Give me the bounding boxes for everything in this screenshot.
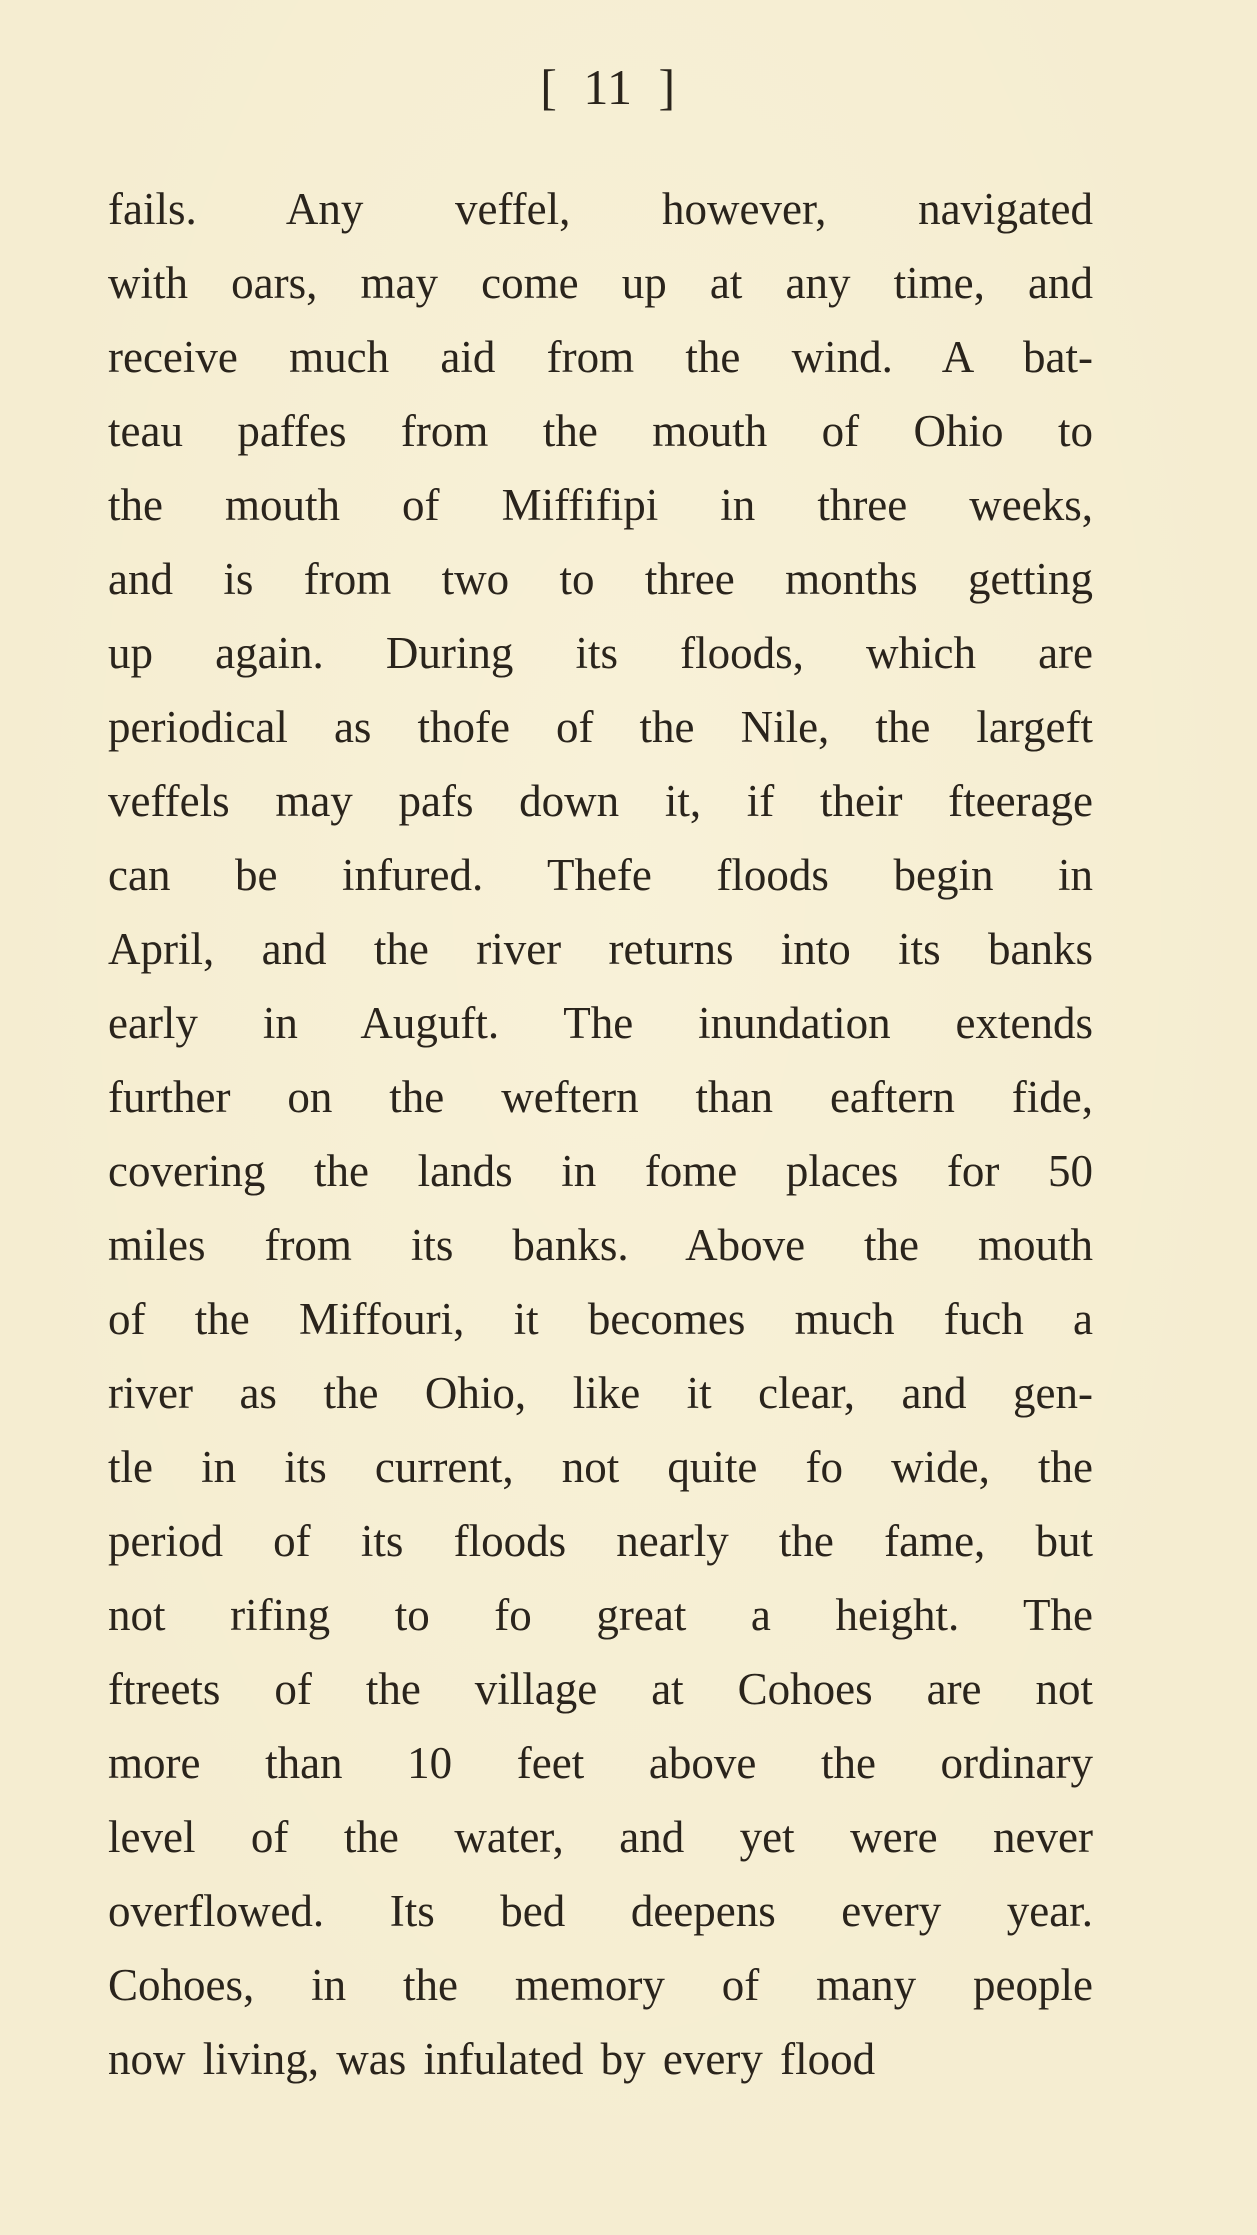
text-line: April, and the river returns into its banks — [108, 924, 1093, 974]
text-line: covering the lands in fome places for 50 — [108, 1146, 1093, 1196]
text-line: ftreets of the village at Cohoes are not — [108, 1664, 1093, 1714]
text-line: early in Auguft. The inundation extends — [108, 998, 1093, 1048]
text-line: overflowed. Its bed deepens every year. — [108, 1886, 1093, 1936]
text-line: teau paffes from the mouth of Ohio to — [108, 406, 1093, 456]
text-line: further on the weftern than eaftern fide, — [108, 1072, 1093, 1122]
text-line: can be infured. Thefe floods begin in — [108, 850, 1093, 900]
text-line: river as the Ohio, like it clear, and gen- — [108, 1368, 1093, 1418]
body-text — [108, 172, 1093, 2096]
text-line: period of its floods nearly the fame, but — [108, 1516, 1093, 1566]
text-line: the mouth of Miffifipi in three weeks, — [108, 480, 1093, 530]
text-line: veffels may pafs down it, if their fteerage — [108, 776, 1093, 826]
text-line: up again. During its floods, which are — [108, 628, 1093, 678]
text-line: tle in its current, not quite fo wide, the — [108, 1442, 1093, 1492]
text-line: more than 10 feet above the ordinary — [108, 1738, 1093, 1788]
page-number: [ 11 ] — [540, 59, 676, 115]
text-line: level of the water, and yet were never — [108, 1812, 1093, 1862]
text-line: now living, was infulated by every flood — [108, 2034, 876, 2084]
text-line: fails. Any veffel, however, navigated — [108, 184, 1093, 234]
text-line: Cohoes, in the memory of many people — [108, 1960, 1093, 2010]
text-line: miles from its banks. Above the mouth — [108, 1220, 1093, 1270]
text-line: periodical as thofe of the Nile, the largeft — [108, 702, 1093, 752]
text-line: and is from two to three months getting — [108, 554, 1093, 604]
text-line: receive much aid from the wind. A bat- — [108, 332, 1093, 382]
text-line: of the Miffouri, it becomes much fuch a — [108, 1294, 1093, 1344]
text-line: not rifing to fo great a height. The — [108, 1590, 1093, 1640]
text-line: with oars, may come up at any time, and — [108, 258, 1093, 308]
